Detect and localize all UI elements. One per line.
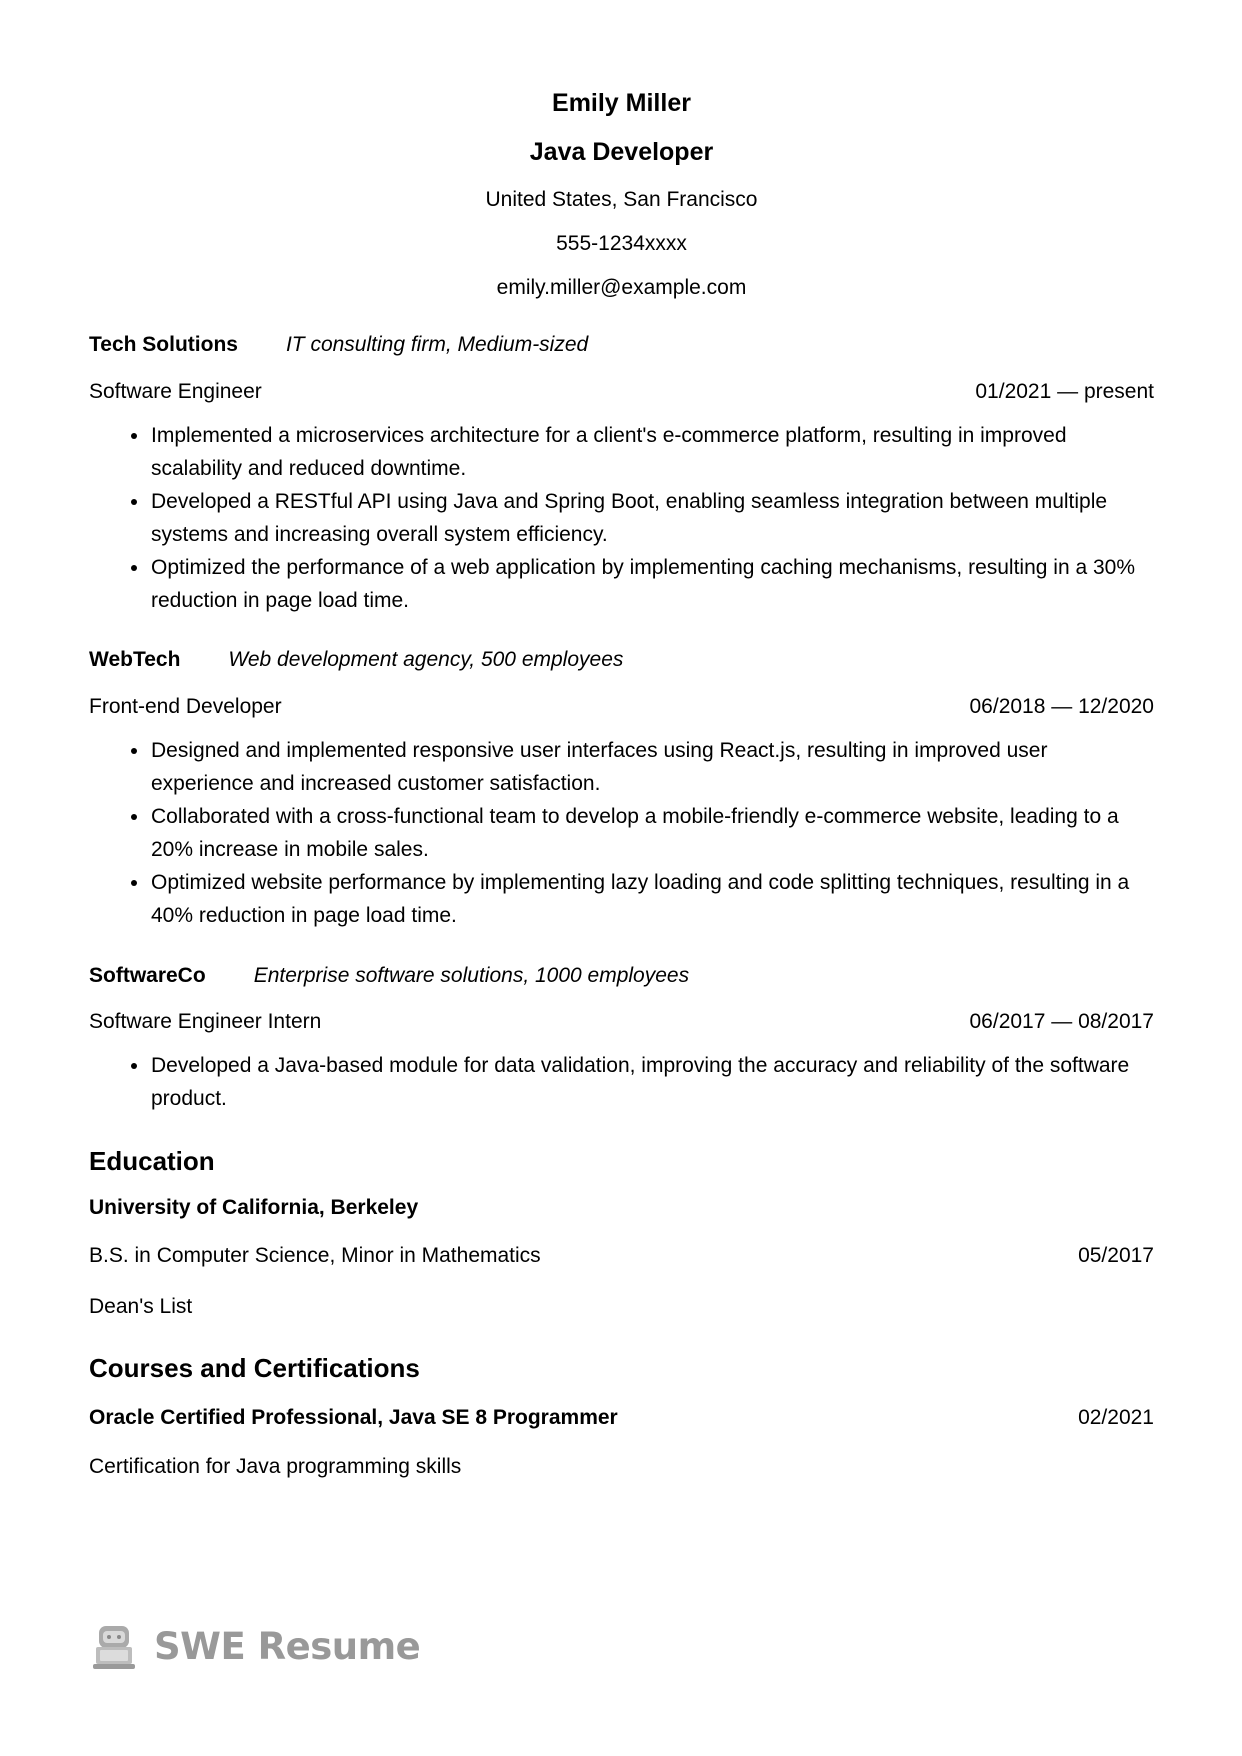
experience-item <box>89 647 1154 932</box>
achievement-bullet: Developed a Java-based module for data validation, improving the accuracy and reliability of the software product. <box>89 1049 1154 1115</box>
courses-section <box>89 1352 1154 1480</box>
certification-row <box>89 1405 1154 1431</box>
section-heading: Education <box>89 1146 215 1176</box>
position-row <box>89 694 1154 720</box>
brand-name: SWE Resume <box>154 1625 421 1668</box>
experience-item <box>89 963 1154 1115</box>
certification-name: Oracle Certified Professional, Java SE 8 Programmer <box>89 1406 618 1429</box>
achievement-bullet: Developed a RESTful API using Java and Spring Boot, enabling seamless integration between multiple systems and increasing overall system efficiency. <box>89 485 1154 551</box>
position-title: Software Engineer Intern <box>89 1010 322 1033</box>
achievement-bullet: Collaborated with a cross-functional team to develop a mobile-friendly e-commerce website, leading to a 20% increase in mobile sales. <box>89 800 1154 866</box>
education-note: Dean's List <box>89 1295 193 1318</box>
company-line <box>89 647 1154 673</box>
robot-laptop-icon <box>90 1623 138 1671</box>
degree-row <box>89 1243 1154 1269</box>
achievement-list <box>89 734 1154 932</box>
contact-location: United States, San Francisco <box>485 188 758 211</box>
resume-header <box>89 0 1154 301</box>
achievement-bullet: Implemented a microservices architecture for a client's e-commerce platform, resulting in improved scalability and reduced downtime. <box>89 419 1154 485</box>
contact-email: emily.miller@example.com <box>496 276 747 299</box>
company-name: Tech Solutions <box>89 333 238 356</box>
certification-date: 02/2021 <box>1078 1406 1154 1429</box>
achievement-bullet: Optimized website performance by implementing lazy loading and code splitting techniques, resulting in a 40% reduction in page load time. <box>89 866 1154 932</box>
achievement-bullet: Designed and implemented responsive user interfaces using React.js, resulting in improved user experience and increased customer satisfaction. <box>89 734 1154 800</box>
position-title: Front-end Developer <box>89 695 282 718</box>
company-name: WebTech <box>89 648 181 671</box>
company-description: Enterprise software solutions, 1000 employees <box>253 964 690 987</box>
candidate-name: Emily Miller <box>552 89 691 117</box>
brand-logo <box>90 1623 420 1671</box>
position-dates: 06/2017 — 08/2017 <box>969 1010 1154 1033</box>
company-name: SoftwareCo <box>89 964 206 987</box>
degree-title: B.S. in Computer Science, Minor in Mathematics <box>89 1244 541 1267</box>
education-section <box>89 1145 1154 1320</box>
position-dates: 01/2021 — present <box>975 380 1154 403</box>
achievement-bullet: Optimized the performance of a web application by implementing caching mechanisms, resulting in a 30% reduction in page load time. <box>89 551 1154 617</box>
achievement-list <box>89 1049 1154 1115</box>
resume-page <box>89 0 1154 1480</box>
experience-item <box>89 332 1154 617</box>
contact-phone: 555-1234xxxx <box>556 232 687 255</box>
company-description: IT consulting firm, Medium-sized <box>285 333 589 356</box>
degree-date: 05/2017 <box>1078 1244 1154 1267</box>
school-name: University of California, Berkeley <box>89 1196 419 1219</box>
position-row <box>89 379 1154 405</box>
candidate-title: Java Developer <box>529 138 714 166</box>
position-dates: 06/2018 — 12/2020 <box>969 695 1154 718</box>
section-heading: Courses and Certifications <box>89 1353 420 1383</box>
achievement-list <box>89 419 1154 617</box>
position-title: Software Engineer <box>89 380 262 403</box>
certification-description: Certification for Java programming skills <box>89 1455 462 1478</box>
company-description: Web development agency, 500 employees <box>228 648 624 671</box>
company-line <box>89 963 1154 989</box>
company-line <box>89 332 1154 358</box>
position-row <box>89 1009 1154 1035</box>
